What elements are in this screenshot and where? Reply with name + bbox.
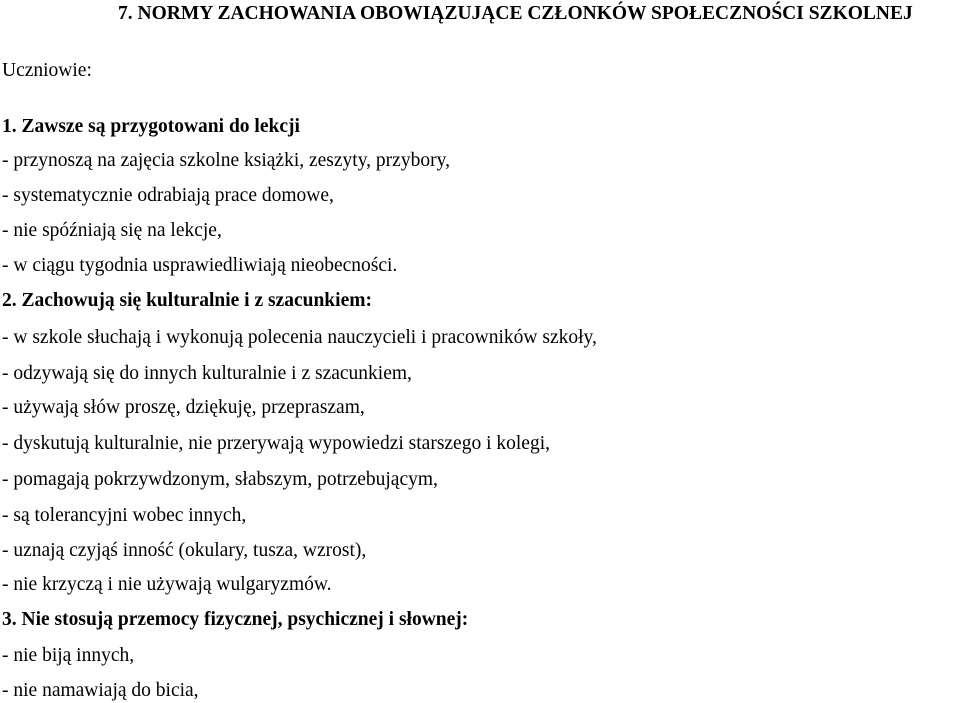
list-item: - używają słów proszę, dziękuję, przepraszam,	[2, 397, 365, 418]
list-item: - w szkole słuchają i wykonują polecenia nauczycieli i pracowników szkoły,	[2, 327, 597, 348]
list-item: - nie namawiają do bicia,	[2, 680, 199, 701]
list-item: - odzywają się do innych kulturalnie i z szacunkiem,	[2, 363, 412, 384]
section-heading-1: 1. Zawsze są przygotowani do lekcji	[2, 116, 300, 137]
audience-label: Uczniowie:	[2, 60, 92, 81]
section-heading-3: 3. Nie stosują przemocy fizycznej, psychicznej i słownej:	[2, 609, 469, 630]
list-item: - są tolerancyjni wobec innych,	[2, 505, 247, 526]
list-item: - pomagają pokrzywdzonym, słabszym, potrzebującym,	[2, 469, 438, 490]
list-item: - w ciągu tygodnia usprawiedliwiają nieobecności.	[2, 255, 398, 276]
list-item: - nie biją innych,	[2, 645, 135, 666]
list-item: - systematycznie odrabiają prace domowe,	[2, 185, 334, 206]
list-item: - uznają czyjąś inność (okulary, tusza, wzrost),	[2, 540, 367, 561]
list-item: - przynoszą na zajęcia szkolne książki, zeszyty, przybory,	[2, 150, 450, 171]
list-item: - dyskutują kulturalnie, nie przerywają wypowiedzi starszego i kolegi,	[2, 433, 550, 454]
document-title: 7. NORMY ZACHOWANIA OBOWIĄZUJĄCE CZŁONKÓW SPOŁECZNOŚCI SZKOLNEJ	[118, 3, 913, 24]
list-item: - nie krzyczą i nie używają wulgaryzmów.	[2, 574, 332, 595]
section-heading-2: 2. Zachowują się kulturalnie i z szacunkiem:	[2, 290, 372, 311]
list-item: - nie spóźniają się na lekcje,	[2, 220, 222, 241]
